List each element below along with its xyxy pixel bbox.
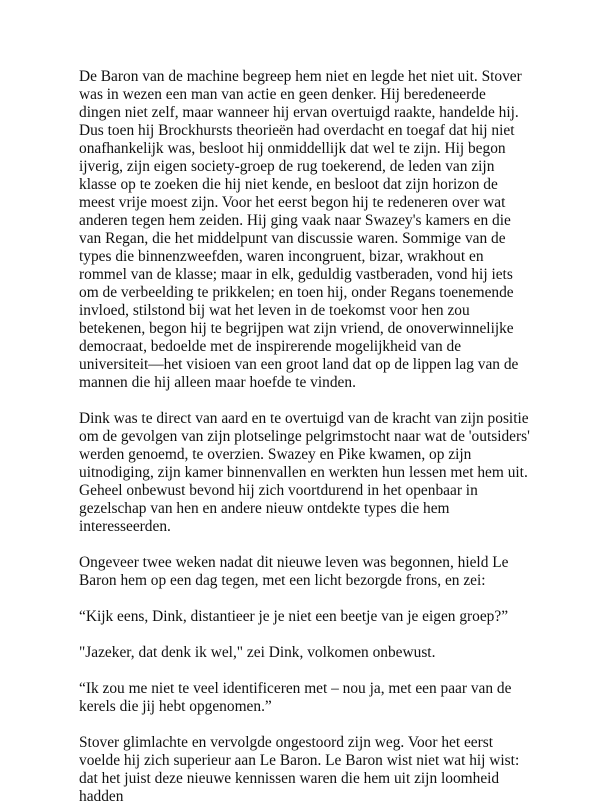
paragraph-2: Dink was te direct van aard en te overtuigd van de kracht van zijn positie om de gevolgen van zijn plotselinge pelgrimstocht naar wat de 'outsiders' werden genoemd, te overzien. Swazey en Pike kwamen, op zijn uitnodiging, zijn kamer binnenvallen en werkten hun lessen met hem uit. Geheel onbewust bevond hij zich voortdurend in het openbaar in gezelschap van hen en andere nieuw ontdekte types die hem interesseerden. bbox=[79, 410, 530, 535]
paragraph-6: “Ik zou me niet te veel identificeren met – nou ja, met een paar van de kerels die jij hebt opgenomen.” bbox=[79, 680, 512, 715]
body-text bbox=[79, 68, 531, 806]
paragraph-5: "Jazeker, dat denk ik wel," zei Dink, volkomen onbewust. bbox=[79, 644, 436, 661]
paragraph-1: De Baron van de machine begreep hem niet en legde het niet uit. Stover was in wezen een man van actie en geen denker. Hij beredeneerde dingen niet zelf, maar wanneer hij ervan overtuigd raakte, handelde hij. Dus toen hij Brockhursts theorieën had overdacht en toegaf dat hij niet onafhankelijk was, besloot hij onmiddellijk dat wel te zijn. Hij begon ijverig, zijn eigen society-groep de rug toekerend, de leden van zijn klasse op te zoeken die hij niet kende, en besloot dat zijn horizon de meest vrije moest zijn. Voor het eerst begon hij te redeneren over wat anderen tegen hem zeiden. Hij ging vaak naar Swazey's kamers en die van Regan, die het middelpunt van discussie waren. Sommige van de types die binnenzweefden, waren incongruent, bizar, wrakhout en rommel van de klasse; maar in elk, geduldig vastberaden, vond hij iets om de verbeelding te prikkelen; en toen hij, onder Regans toenemende invloed, stilstond bij wat het leven in de toekomst voor hen zou betekenen, begon hij te begrijpen wat zijn vriend, de onoverwinnelijke democraat, bedoelde met de inspirerende mogelijkheid van de universiteit—het visioen van een groot land dat op de lippen lag van de mannen die hij alleen maar hoefde te vinden. bbox=[79, 68, 522, 391]
paragraph-7: Stover glimlachte en vervolgde ongestoord zijn weg. Voor het eerst voelde hij zich superieur aan Le Baron. Le Baron wist niet wat hij wist: dat het juist deze nieuwe kennissen waren die hem uit zijn loomheid hadden bbox=[79, 734, 520, 805]
paragraph-3: Ongeveer twee weken nadat dit nieuwe leven was begonnen, hield Le Baron hem op een dag tegen, met een licht bezorgde frons, en zei: bbox=[79, 554, 509, 589]
paragraph-4: “Kijk eens, Dink, distantieer je je niet een beetje van je eigen groep?” bbox=[79, 608, 509, 625]
